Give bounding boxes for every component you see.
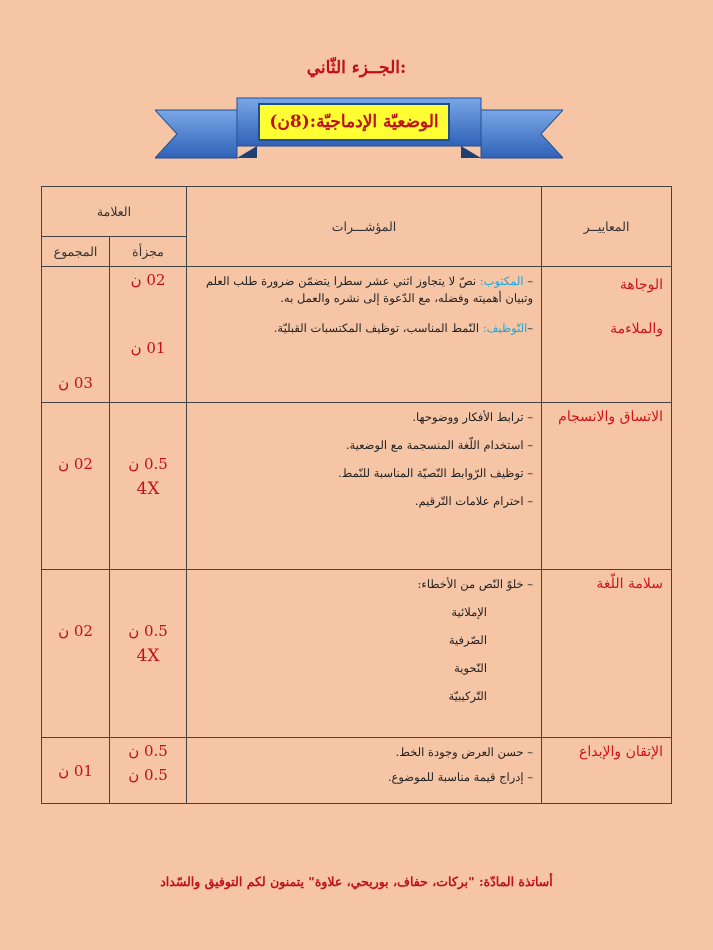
criterion-cell — [542, 267, 672, 403]
partial-mark-cell — [110, 267, 187, 403]
criterion-label: سلامة اللّغة — [596, 576, 664, 592]
table-row — [42, 403, 672, 570]
indicator-item: – توظيف الرّوابط النّصيّة المناسبة للنّمط. — [338, 466, 534, 480]
written-label: المكتوب: — [479, 274, 524, 288]
part-title: الجــزء الثّاني: — [306, 58, 407, 78]
header-partial: مجزأة — [110, 237, 187, 267]
total-mark-cell — [42, 738, 110, 804]
header-mark: العلامة — [42, 187, 187, 237]
grading-table — [41, 186, 672, 804]
total-mark: 02 ن — [58, 622, 93, 640]
criterion-label: الإتقان والإبداع — [579, 744, 664, 760]
partial-mark: 0.5 ن — [128, 622, 168, 640]
criterion-cell — [542, 570, 672, 738]
indicator-item: – إدراج قيمة مناسبة للموضوع. — [387, 770, 534, 784]
criterion-label: الوجاهة — [619, 277, 664, 293]
partial-mark: 0.5 ن — [128, 742, 168, 760]
indicator-item: – استخدام اللّغة المنسجمة مع الوضعية. — [345, 438, 534, 452]
usage-label: التّوظيف: — [482, 321, 528, 335]
indicator-item: الإملائية — [451, 605, 488, 619]
partial-mark: 01 ن — [130, 339, 166, 357]
header-total: المجموع — [42, 237, 110, 267]
indicator-usage: –التّوظيف: النّمط المناسب، توظيف المكتسبات القبليّة. — [273, 321, 534, 335]
header-criteria: المعاييــر — [542, 187, 672, 267]
criterion-label: الاتساق والانسجام — [558, 409, 664, 425]
multiplier: 4X — [136, 646, 160, 666]
partial-mark-cell — [110, 403, 187, 570]
indicator-item: النّحوية — [454, 661, 488, 675]
total-mark: 02 ن — [58, 455, 93, 473]
partial-mark-cell — [110, 570, 187, 738]
total-mark-cell — [42, 403, 110, 570]
indicators-cell — [187, 738, 542, 804]
banner-title: الوضعيّة الإدماجيّة:(8ن) — [258, 103, 450, 141]
indicator-item: – احترام علامات التّرقيم. — [414, 494, 534, 508]
total-mark: 01 ن — [58, 761, 93, 780]
indicator-written: – المكتوب: نصّ لا يتجاوز اثني عشر سطرا يتضمّن ضرورة طلب العلم وتبيان أهميته وفضله، مع الدّعوة إلى نشره والعمل به. — [205, 274, 534, 305]
indicator-item: – ترابط الأفكار ووضوحها. — [412, 410, 534, 424]
indicator-lead: – خلوّ النّص من الأخطاء: — [417, 577, 534, 591]
total-mark-cell — [42, 267, 110, 403]
header-indicators: المؤشـــرات — [187, 187, 542, 267]
footer-note: أساتذة المادّة: "بركات، حفاف، بوريحي، علاوة" يتمنون لكم التوفيق والسّداد — [160, 874, 553, 889]
usage-text: النّمط المناسب، توظيف المكتسبات القبليّة. — [273, 321, 480, 335]
criterion-cell — [542, 738, 672, 804]
indicators-cell — [187, 267, 542, 403]
indicators-cell — [187, 570, 542, 738]
indicator-item: التّركيبيّة — [448, 689, 488, 703]
total-mark: 03 ن — [58, 374, 93, 392]
partial-mark: 02 ن — [130, 271, 166, 289]
indicator-item: الصّرفية — [448, 633, 488, 647]
multiplier: 4X — [136, 479, 160, 499]
criterion-cell — [542, 403, 672, 570]
criterion-label: والملاءمة — [610, 321, 664, 337]
total-mark-cell — [42, 570, 110, 738]
partial-mark: 0.5 ن — [128, 766, 168, 784]
table-row — [42, 738, 672, 804]
partial-mark-cell — [110, 738, 187, 804]
partial-mark: 0.5 ن — [128, 455, 168, 473]
indicators-cell — [187, 403, 542, 570]
written-text: نصّ لا يتجاوز اثني عشر سطرا يتضمّن ضرورة طلب العلم وتبيان أهميته وفضله، مع الدّعوة إلى نشره والعمل به. — [205, 274, 534, 305]
table-row — [42, 570, 672, 738]
table-row — [42, 267, 672, 403]
indicator-item: – حسن العرض وجودة الخط. — [395, 745, 534, 759]
